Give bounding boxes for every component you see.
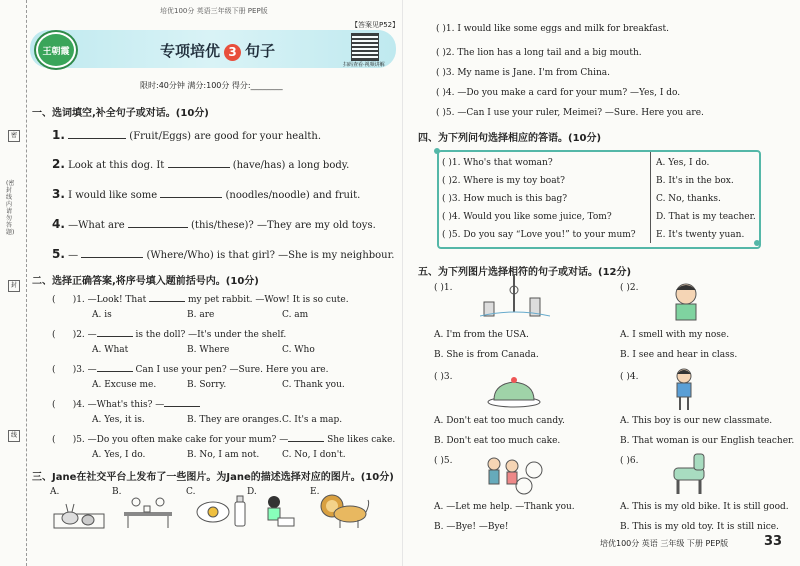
item-text: (have/has) a long body. <box>232 160 350 171</box>
item-text: — <box>87 330 97 340</box>
item-number: )1. <box>72 295 85 305</box>
item-text: —What are <box>68 220 125 231</box>
binding-hole-3: 线 <box>8 430 20 442</box>
section-1-title: 一、选词填空,补全句子或对话。(10分) <box>32 108 209 119</box>
item-text: I would like some <box>68 190 158 201</box>
section-3-title: 三、Jane在社交平台上发布了一些图片。为Jane的描述选择对应的图片。(10分) <box>32 472 394 483</box>
item-text: —Look! That <box>87 295 147 305</box>
lion-picture-icon <box>318 492 370 530</box>
item-number: 3. <box>52 187 65 201</box>
title-prefix: 专项培优 <box>160 42 221 60</box>
section-5-title: 五、为下列图片选择相符的句子或对话。(12分) <box>418 267 632 278</box>
right-item-5: ( )5. —Can I use your ruler, Meimei? —Sure. Here you are. <box>436 108 704 118</box>
s2-opt-5a: A. Yes, I do. <box>92 450 146 460</box>
s2-opt-4b: B. They are oranges. <box>187 415 282 425</box>
s5-item-6-a: A. This is my old bike. It is still good. <box>620 502 789 512</box>
answer-blank[interactable] <box>160 188 222 198</box>
boy-picture-icon <box>670 368 698 412</box>
s5-item-1-a: A. I'm from the USA. <box>434 330 529 340</box>
s4-answer-e: E. It's twenty yuan. <box>656 230 745 240</box>
right-item-3: ( )3. My name is Jane. I'm from China. <box>436 68 611 78</box>
s5-item-4-a: A. This boy is our new classmate. <box>620 416 773 426</box>
s1-item-1 <box>52 128 321 142</box>
s4-question-3: ( )3. How much is this bag? <box>442 194 568 204</box>
item-number: 4. <box>52 217 65 231</box>
binding-hole-2: 封 <box>8 280 20 292</box>
s5-item-5-number: ( )5. <box>434 456 453 466</box>
item-text: — <box>68 250 79 261</box>
s2-opt-2a: A. What <box>92 345 129 355</box>
binding-margin <box>0 0 27 566</box>
s4-answer-a: A. Yes, I do. <box>656 158 710 168</box>
s2-item-3: ( )3. — Can I use your pen? —Sure. Here you are. <box>52 362 329 375</box>
answer-blank[interactable] <box>81 248 143 258</box>
s5-item-6-b: B. This is my old toy. It is still nice. <box>620 522 779 532</box>
item-text: —What's this? — <box>87 400 165 410</box>
s5-item-2-b: B. I see and hear in class. <box>620 350 738 360</box>
item-text: (this/these)? —They are my old toys. <box>191 220 376 231</box>
answer-blank[interactable] <box>97 327 133 337</box>
binding-hole-1: 密 <box>8 130 20 142</box>
girl-smelling-picture-icon <box>668 282 704 322</box>
s2-opt-1a: A. is <box>92 310 112 320</box>
s5-item-3-number: ( )3. <box>434 372 453 382</box>
answer-blank[interactable] <box>288 432 324 442</box>
section-4-title: 四、为下列问句选择相应的答语。(10分) <box>418 133 602 144</box>
s2-item-5: ( )5. —Do you often make cake for your mum? — She likes cake. <box>52 432 395 445</box>
answer-blank[interactable] <box>68 129 126 139</box>
breakfast-table-picture-icon <box>120 496 176 530</box>
s5-item-6-number: ( )6. <box>620 456 639 466</box>
s4-question-5: ( )5. Do you say “Love you!” to your mum? <box>442 230 636 240</box>
answer-reference: 【答案见P52】 <box>351 21 400 29</box>
item-text: is the doll? —It's under the shelf. <box>135 330 287 340</box>
s5-item-1-number: ( )1. <box>434 283 453 293</box>
matching-divider <box>650 152 651 243</box>
answer-blank[interactable] <box>164 397 200 407</box>
page-title <box>160 40 275 61</box>
s3-label-a: A. <box>50 487 60 497</box>
s2-opt-2b: B. Where <box>187 345 230 355</box>
s2-opt-4c: C. It's a map. <box>282 415 343 425</box>
exam-meta: 限时:40分钟 满分:100分 得分:________ <box>140 81 283 90</box>
s4-answer-b: B. It's in the box. <box>656 176 734 186</box>
item-text: (noodles/noodle) and fruit. <box>225 190 361 201</box>
item-text: my pet rabbit. —Wow! It is so cute. <box>187 295 349 305</box>
s3-label-b: B. <box>112 487 122 497</box>
unit-number-badge: 3 <box>224 44 241 61</box>
cake-picture-icon <box>486 374 542 408</box>
s2-opt-2c: C. Who <box>282 345 315 355</box>
s5-item-5-a: A. —Let me help. —Thank you. <box>434 502 575 512</box>
s4-question-1: ( )1. Who's that woman? <box>442 158 553 168</box>
corner-dot <box>434 148 440 154</box>
kids-with-bike-picture-icon <box>480 456 546 496</box>
s2-opt-4a: A. Yes, it is. <box>92 415 145 425</box>
s3-label-c: C. <box>186 487 196 497</box>
s2-opt-1b: B. are <box>187 310 215 320</box>
answer-blank[interactable] <box>128 218 188 228</box>
item-text: Look at this dog. It <box>68 160 165 171</box>
s2-item-2: ( )2. — is the doll? —It's under the shelf. <box>52 327 286 340</box>
s5-item-3-a: A. Don't eat too much candy. <box>434 416 565 426</box>
page-divider <box>402 0 403 566</box>
answer-blank[interactable] <box>149 292 185 302</box>
item-number: )4. <box>72 400 85 410</box>
s2-item-1: ( )1. —Look! That my pet rabbit. —Wow! It is so cute. <box>52 292 349 305</box>
s5-item-2-a: A. I smell with my nose. <box>620 330 730 340</box>
s5-item-3-b: B. Don't eat too much cake. <box>434 436 561 446</box>
item-text: —Do you often make cake for your mum? — <box>87 435 289 445</box>
pet-rabbit-picture-icon <box>52 496 106 530</box>
s5-item-4-number: ( )4. <box>620 372 639 382</box>
s2-item-4: ( )4. —What's this? — <box>52 397 200 410</box>
milk-bottle-picture-icon <box>230 494 250 528</box>
s1-item-5 <box>52 247 394 261</box>
item-text: (Fruit/Eggs) are good for your health. <box>129 131 322 142</box>
s2-opt-3b: B. Sorry. <box>187 380 227 390</box>
section-2-title: 二、选择正确答案,将序号填入题前括号内。(10分) <box>32 276 259 287</box>
brand-logo: 王朝霞 <box>36 32 76 68</box>
city-skyline-picture-icon <box>480 272 550 320</box>
corner-dot <box>754 240 760 246</box>
s2-opt-5b: B. No, I am not. <box>187 450 260 460</box>
s5-item-4-b: B. That woman is our English teacher. <box>620 436 795 446</box>
item-number: )5. <box>72 435 85 445</box>
s5-item-1-b: B. She is from Canada. <box>434 350 539 360</box>
s2-opt-5c: C. No, I don't. <box>282 450 346 460</box>
item-number: 2. <box>52 157 65 171</box>
s1-item-3 <box>52 187 360 201</box>
s4-question-4: ( )4. Would you like some juice, Tom? <box>442 212 612 222</box>
item-text: She likes cake. <box>327 435 396 445</box>
s4-question-2: ( )2. Where is my toy boat? <box>442 176 565 186</box>
page-footer: 培优100分 英语 三年级 下册 PEP版 <box>600 539 729 548</box>
toy-horse-picture-icon <box>664 450 712 496</box>
s2-opt-3a: A. Excuse me. <box>92 380 157 390</box>
s5-item-2-number: ( )2. <box>620 283 639 293</box>
right-item-1: ( )1. I would like some eggs and milk for breakfast. <box>436 24 669 34</box>
s3-label-d: D. <box>247 487 257 497</box>
s4-answer-c: C. No, thanks. <box>656 194 721 204</box>
item-text: — <box>87 365 97 375</box>
s1-item-4 <box>52 217 376 231</box>
egg-picture-icon <box>193 496 233 526</box>
girl-drawing-picture-icon <box>262 494 296 530</box>
answer-blank[interactable] <box>168 158 230 168</box>
top-strip: 培优100分 英语三年级下册 PEP版 <box>160 7 268 15</box>
item-number: )2. <box>72 330 85 340</box>
s2-opt-1c: C. am <box>282 310 309 320</box>
title-suffix: 句子 <box>245 42 276 60</box>
right-item-4: ( )4. —Do you make a card for your mum? —Yes, I do. <box>436 88 681 98</box>
item-text: Can I use your pen? —Sure. Here you are. <box>135 365 329 375</box>
qr-caption: 扫码查看·视频讲解 <box>343 62 385 68</box>
s3-label-e: E. <box>310 487 320 497</box>
page-number: 33 <box>764 534 783 549</box>
s5-item-5-b: B. —Bye! —Bye! <box>434 522 509 532</box>
binding-note: (密封线内请勿答题) <box>6 180 15 236</box>
s2-opt-3c: C. Thank you. <box>282 380 345 390</box>
item-number: 5. <box>52 247 65 261</box>
right-item-2: ( )2. The lion has a long tail and a big mouth. <box>436 48 642 58</box>
item-number: 1. <box>52 128 65 142</box>
qr-code-icon[interactable] <box>351 33 379 61</box>
item-text: (Where/Who) is that girl? —She is my neighbour. <box>146 250 395 261</box>
answer-blank[interactable] <box>97 362 133 372</box>
s1-item-2 <box>52 157 349 171</box>
item-number: )3. <box>72 365 85 375</box>
s4-answer-d: D. That is my teacher. <box>656 212 756 222</box>
